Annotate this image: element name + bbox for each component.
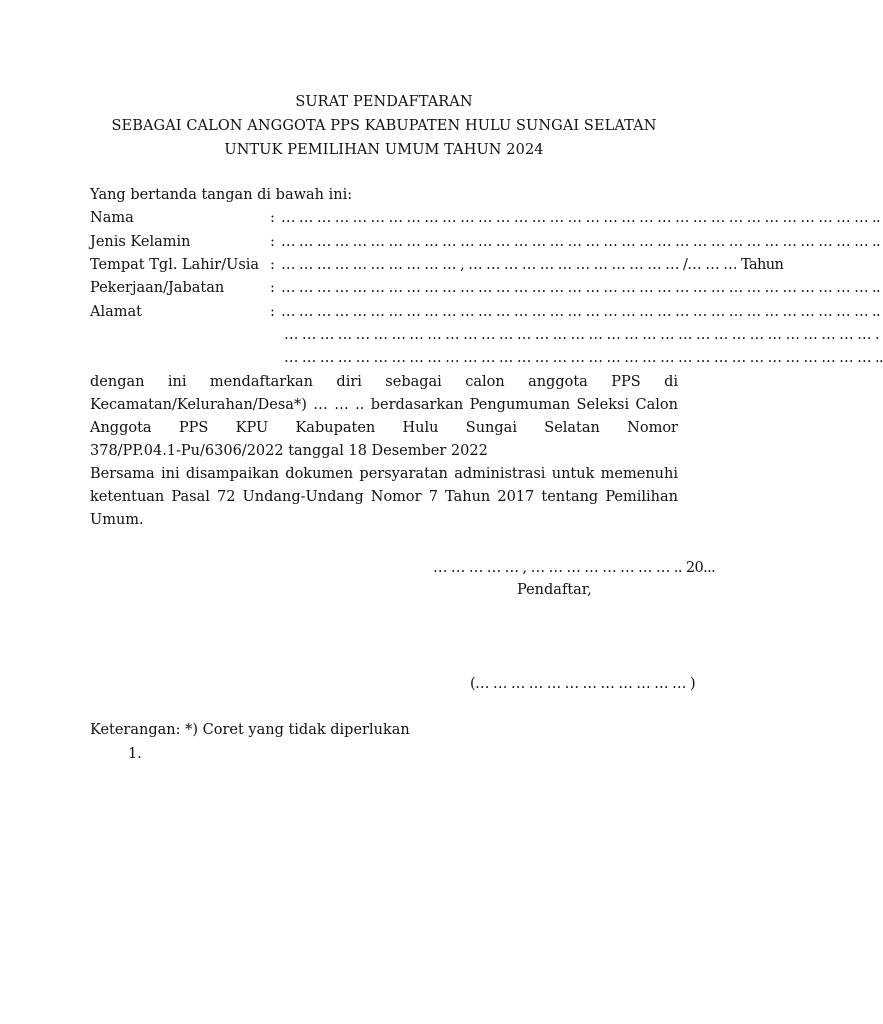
intro-text: Yang bertanda tangan di bawah ini: [90, 187, 353, 203]
field-value: … … … … … … … … … … … … … … … … … … … … … … … … … … … … … … … … … .. [281, 234, 881, 250]
field-value: … … … … … … … … … … … … … … … … … … … … … … … … … … … … … … … … … .. [281, 304, 881, 320]
paragraph-line: ketentuan Pasal 72 Undang-Undang Nomor 7 Tahun 2017 tentang Pemilihan [90, 489, 678, 505]
paragraph-line: dengan ini mendaftarkan diri sebagai calon anggota PPS di [90, 374, 678, 390]
field-value: … … … … … … … … … … , … … … … … … … … … … … … /… … … Tahun [281, 257, 784, 273]
field-label: Alamat [90, 304, 142, 320]
place-date: … … … … … , … … … … … … … … .. 20... [433, 560, 716, 576]
paragraph-line: Bersama ini disampaikan dokumen persyaratan administrasi untuk memenuhi [90, 466, 678, 482]
field-colon: : [270, 304, 275, 320]
title-line-3: UNTUK PEMILIHAN UMUM TAHUN 2024 [224, 142, 544, 158]
field-label: Jenis Kelamin [90, 234, 191, 250]
address-line-3: … … … … … … … … … … … … … … … … … … … … … … … … … … … … … … … … … .. [284, 350, 883, 366]
title-line-2: SEBAGAI CALON ANGGOTA PPS KABUPATEN HULU SUNGAI SELATAN [111, 118, 657, 134]
field-label: Nama [90, 210, 134, 226]
field-colon: : [270, 280, 275, 296]
field-label: Pekerjaan/Jabatan [90, 280, 225, 296]
field-label: Tempat Tgl. Lahir/Usia [90, 257, 260, 273]
field-colon: : [270, 257, 275, 273]
address-line-2: … … … … … … … … … … … … … … … … … … … … … … … … … … … … … … … … … . [284, 327, 880, 343]
signature-name: (… … … … … … … … … … … … ) [470, 676, 696, 692]
list-item-number: 1. [128, 746, 142, 762]
field-value: … … … … … … … … … … … … … … … … … … … … … … … … … … … … … … … … … .. [281, 210, 881, 226]
field-value: … … … … … … … … … … … … … … … … … … … … … … … … … … … … … … … … … .. [281, 280, 881, 296]
field-colon: : [270, 234, 275, 250]
paragraph-line: Kecamatan/Kelurahan/Desa*) … … .. berdasarkan Pengumuman Seleksi Calon [90, 397, 678, 413]
signer-label: Pendaftar, [517, 582, 592, 598]
paragraph-line: Anggota PPS KPU Kabupaten Hulu Sungai Selatan Nomor [90, 420, 678, 436]
title-line-1: SURAT PENDAFTARAN [295, 94, 473, 110]
field-colon: : [270, 210, 275, 226]
paragraph-line: 378/PP.04.1-Pu/6306/2022 tanggal 18 Desember 2022 [90, 443, 488, 459]
paragraph-line: Umum. [90, 512, 144, 528]
note-text: Keterangan: *) Coret yang tidak diperlukan [90, 722, 410, 738]
